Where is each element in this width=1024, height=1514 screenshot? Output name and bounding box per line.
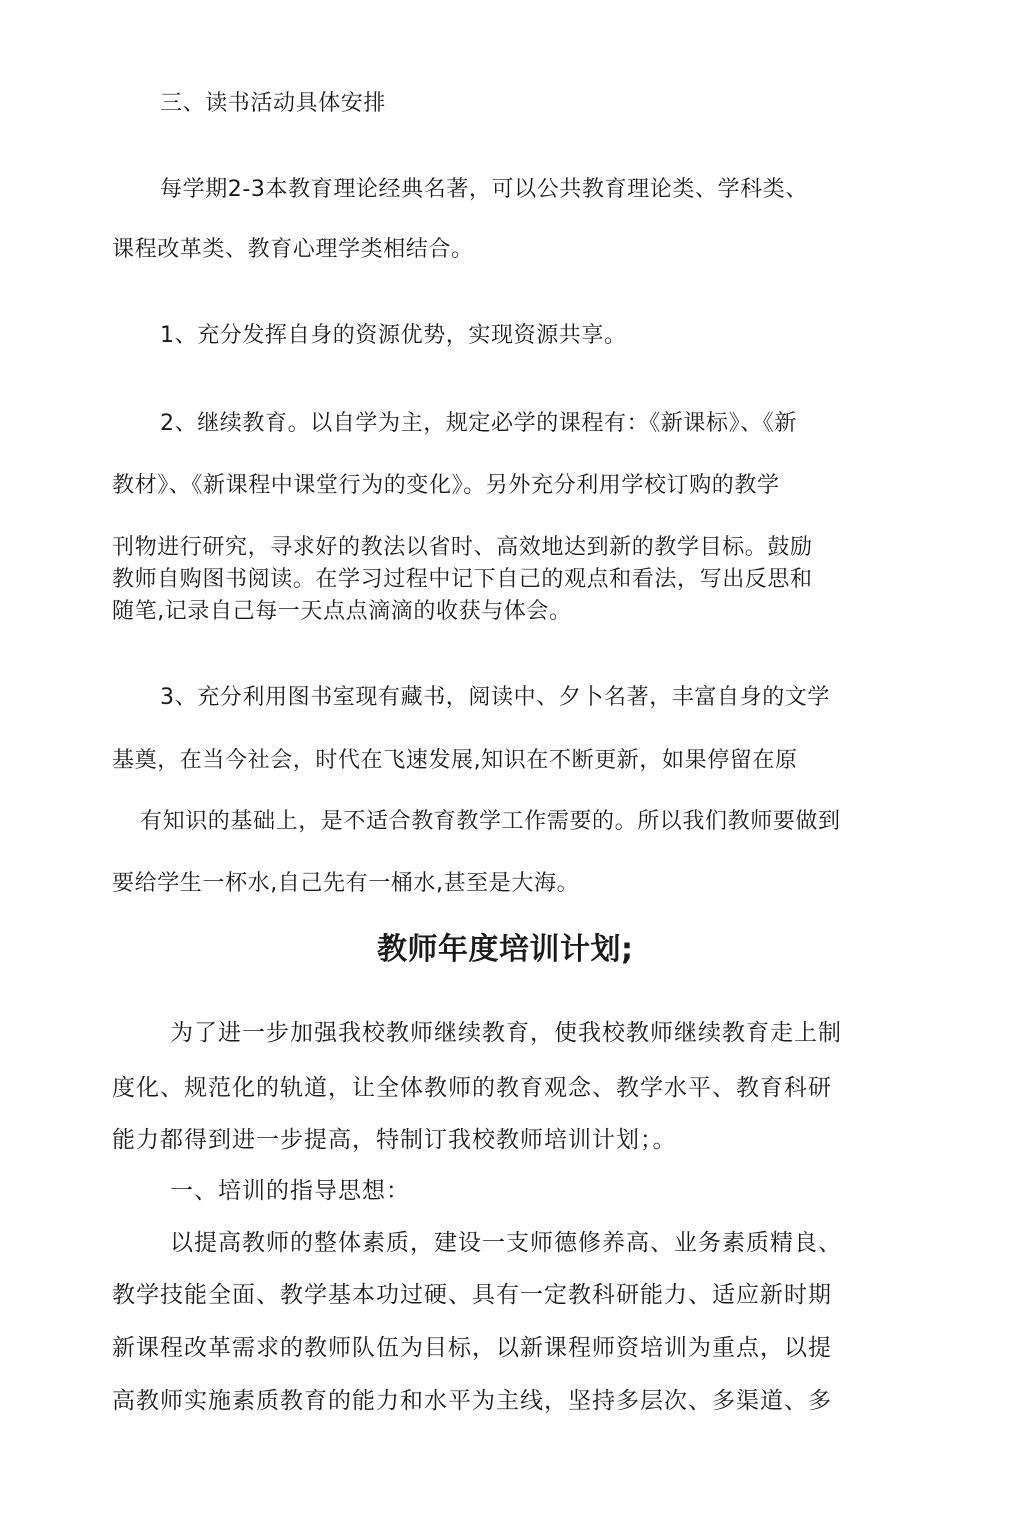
list-item-3-line: 3、充分利用图书室现有藏书，阅读中、夕卜名著，丰富自身的文学 — [160, 685, 830, 710]
guide-line: 新课程改革需求的教师队伍为目标，以新课程师资培训为重点，以提 — [112, 1335, 832, 1361]
paragraph-line: 每学期2-3本教育理论经典名著，可以公共教育理论类、学科类、 — [160, 177, 808, 202]
paragraph-line: 课程改革类、教育心理学类相结合。 — [112, 237, 474, 262]
guide-heading: 一、培训的指导思想： — [170, 1178, 410, 1204]
list-item-2-line: 教师自购图书阅读。在学习过程中记下自己的观点和看法，写出反思和 — [112, 567, 813, 592]
list-item-2-line: 随笔,记录自己每一天点点滴滴的收获与体会。 — [112, 599, 572, 624]
list-item-2-line: 2、继续教育。以自学为主，规定必学的课程有：《新课标》、《新 — [160, 411, 797, 436]
list-item-3-line: 有知识的基础上，是不适合教育教学工作需要的。所以我们教师要做到 — [140, 809, 841, 834]
list-item-3-line: 基奠，在当今社会，时代在飞速发展,知识在不断更新，如果停留在原 — [112, 748, 798, 773]
section3-heading: 三、读书活动具体安排 — [160, 91, 387, 116]
intro-line: 度化、规范化的轨道，让全体教师的教育观念、教学水平、教育科研 — [112, 1075, 832, 1101]
list-item-1: 1、充分发挥自身的资源优势，实现资源共享。 — [160, 323, 627, 348]
guide-line: 高教师实施素质教育的能力和水平为主线，坚持多层次、多渠道、多 — [112, 1388, 832, 1414]
list-item-3-line: 要给学生一杯水,自己先有一桶水,甚至是大海。 — [112, 871, 580, 896]
list-item-2-line: 教材》、《新课程中课堂行为的变化》。另外充分利用学校订购的教学 — [112, 473, 780, 498]
list-item-2-line: 刊物进行研究，寻求好的教法以省时、高效地达到新的教学目标。鼓励 — [112, 535, 813, 560]
intro-line: 能力都得到进一步提高，特制订我校教师培训计划；。 — [112, 1127, 677, 1153]
plan-title: 教师年度培训计划; — [377, 932, 634, 967]
guide-line: 以提高教师的整体素质，建设一支师德修养高、业务素质精良、 — [170, 1230, 842, 1256]
intro-line: 为了进一步加强我校教师继续教育，使我校教师继续教育走上制 — [170, 1020, 842, 1046]
guide-line: 教学技能全面、教学基本功过硬、具有一定教科研能力、适应新时期 — [112, 1282, 832, 1308]
